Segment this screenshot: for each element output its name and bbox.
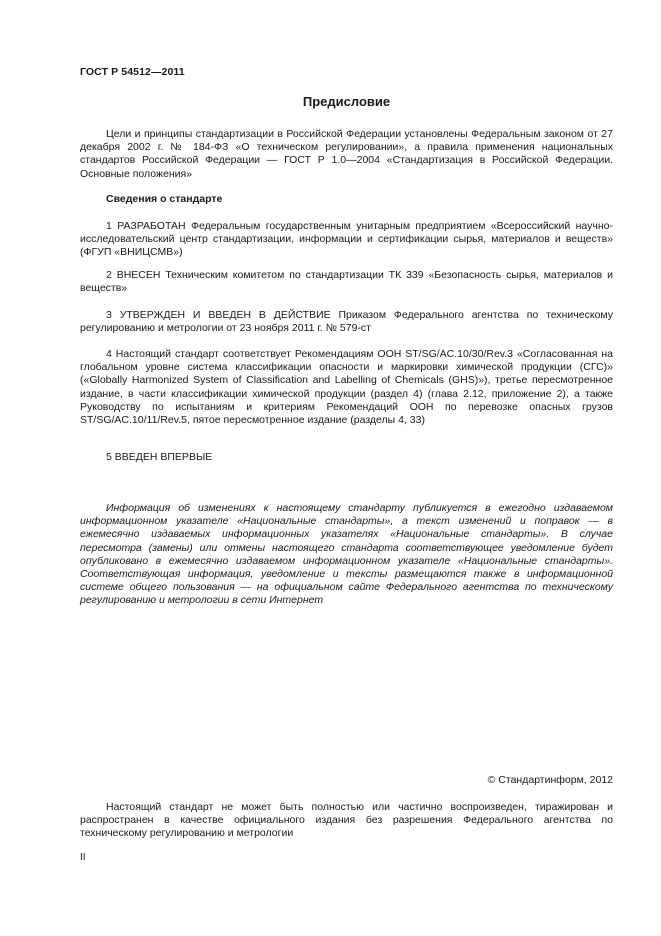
item-2-submitted: 2 ВНЕСЕН Техническим комитетом по стандартизации ТК 339 «Безопасность сырья, материалов и веществ» <box>80 269 613 295</box>
document-id: ГОСТ Р 54512—2011 <box>80 66 185 78</box>
intro-paragraph: Цели и принципы стандартизации в Российской Федерации установлены Федеральным законом от 27 декабря 2002 г. № 184-ФЗ «О техническом регулировании», а правила применения национальных стандартов Российской Федерации — ГОСТ Р 1.0—2004 «Стандартизация в Российской Федерации. Основные положения» <box>80 128 613 180</box>
section-subheading: Сведения о стандарте <box>106 193 223 205</box>
page-title: Предисловие <box>302 94 391 109</box>
reproduction-restriction: Настоящий стандарт не может быть полностью или частично воспроизведен, тиражирован и распространен в качестве официального издания без разрешения Федерального агентства по техническому регулированию и метрологии <box>80 801 613 840</box>
change-notice: Информация об изменениях к настоящему стандарту публикуется в ежегодно издаваемом информационном указателе «Национальные стандарты», а текст изменений и поправок — в ежемесячно издаваемых информационных указателях «Национальные стандарты». В случае пересмотра (замены) или отмены настоящего стандарта соответствующее уведомление будет опубликовано в ежемесячно издаваемом информационном указателе «Национальные стандарты». Соответствующая информация, уведомление и тексты размещаются также в информационной системе общего пользования — на официальном сайте Федерального агентства по техническому регулированию и метрологии в сети Интернет <box>80 502 613 607</box>
item-3-approved: 3 УТВЕРЖДЕН И ВВЕДЕН В ДЕЙСТВИЕ Приказом Федерального агентства по техническому регулированию и метрологии от 23 ноября 2011 г. № 579-ст <box>80 309 613 335</box>
copyright-line: © Стандартинформ, 2012 <box>487 774 613 786</box>
item-4-conformity: 4 Настоящий стандарт соответствует Рекомендациям ООН ST/SG/AC.10/30/Rev.3 «Согласованная на глобальном уровне система классификации опасности и маркировки химической продукции (СГС)» («Globally Harmonized System of Classification and Labelling of Chemicals (GHS)»), третье пересмотренное издание, в части классификации химической продукции (раздел 4) (глава 2.12, приложение 2), а также Руководству по испытаниям и критериям Рекомендаций ООН по перевозке опасных грузов ST/SG/AC.10/11/Rev.5, пятое пересмотренное издание (разделы 4, 33) <box>80 348 613 427</box>
page-number: II <box>80 852 86 863</box>
item-1-developed: 1 РАЗРАБОТАН Федеральным государственным унитарным предприятием «Всероссийский научно-исследовательский центр стандартизации, информации и сертификации сырья, материалов и веществ» (ФГУП «ВНИЦСМВ») <box>80 220 613 259</box>
item-5-introduced: 5 ВВЕДЕН ВПЕРВЫЕ <box>106 451 213 463</box>
